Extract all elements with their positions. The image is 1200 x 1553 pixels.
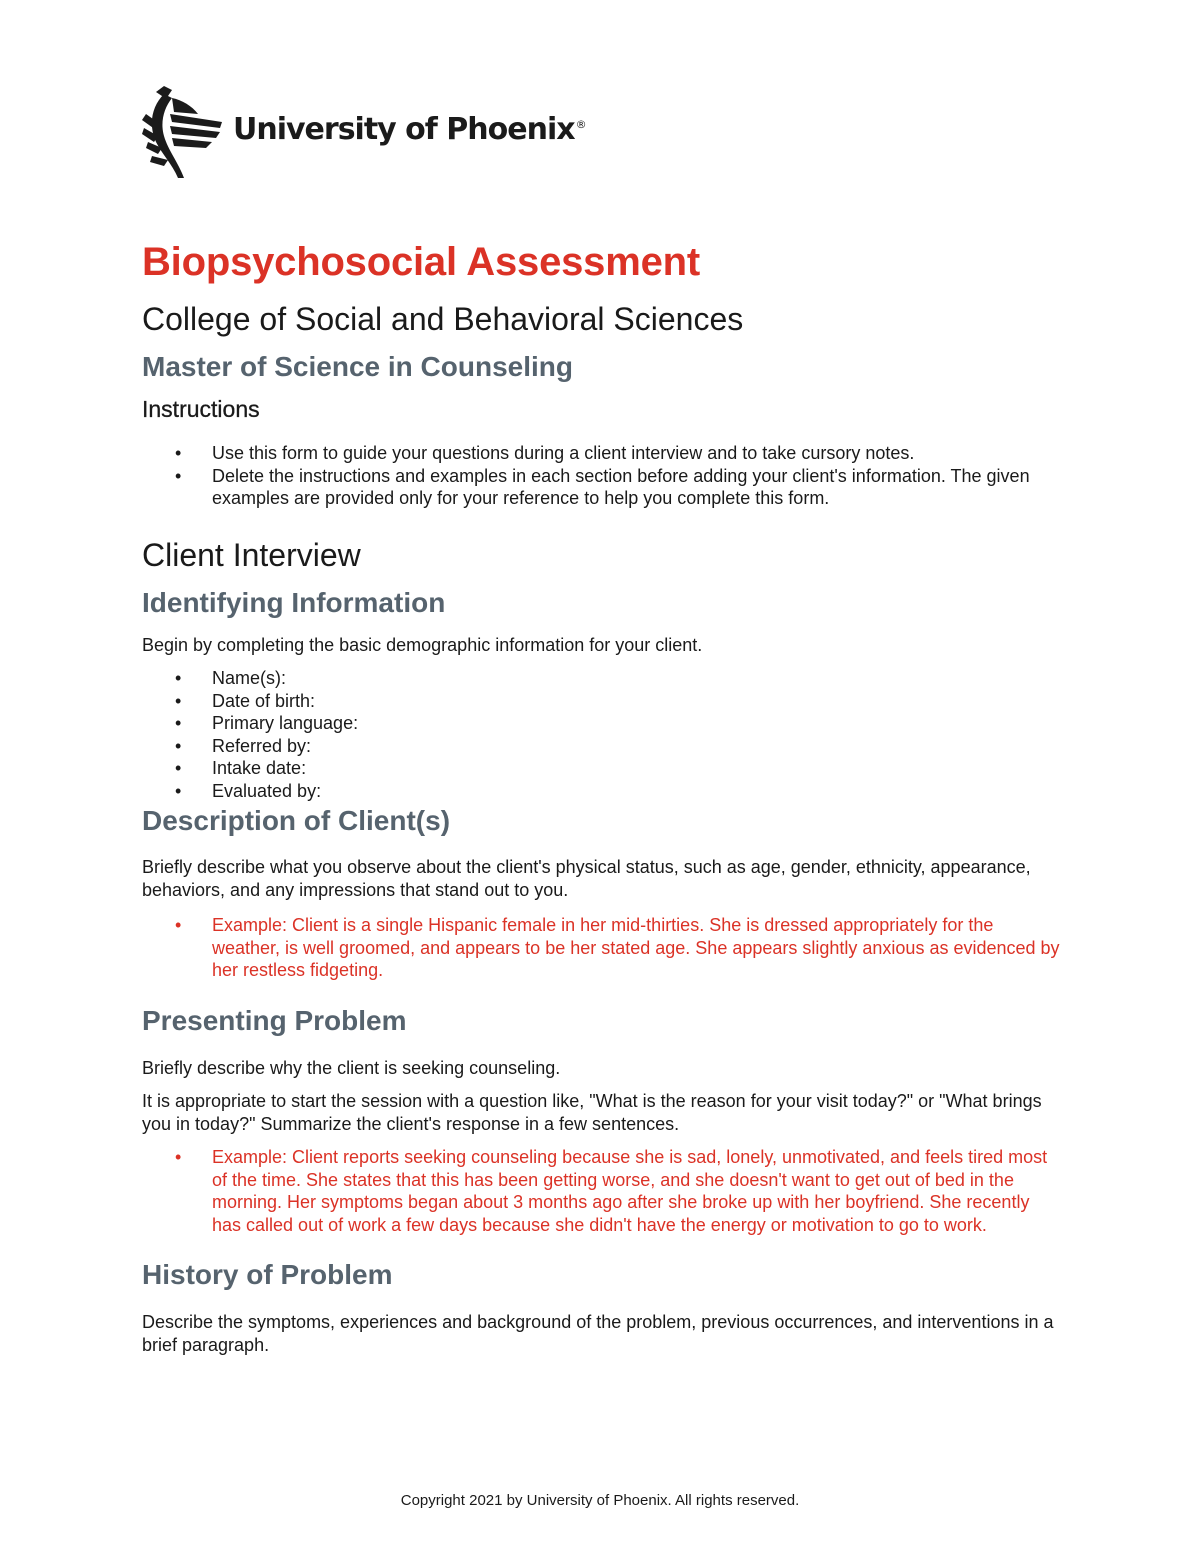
list-item: • Delete the instructions and examples in each section before adding your client's information. The given examples are provided only for your reference to help you complete this form. [142,465,1062,510]
logo-wordmark: University of Phoenix® [233,112,587,147]
identifying-information-heading: Identifying Information [142,586,446,618]
presenting-problem-guidance: It is appropriate to start the session with a question like, "What is the reason for your visit today?" or "What brings you in today?" Summarize the client's response in a few sentences. [142,1091,1042,1134]
field-referred-by: • Referred by: [142,735,1062,758]
field-primary-language: • Primary language: [142,712,1062,735]
field-intake-date: • Intake date: [142,757,1062,780]
client-interview-heading: Client Interview [142,536,361,573]
history-of-problem-heading: History of Problem [142,1259,393,1290]
presenting-problem-intro: Briefly describe why the client is seeking counseling. [142,1057,561,1078]
description-of-clients-intro: Briefly describe what you observe about the client's physical status, such as age, gender, ethnicity, appearance, behaviors, and any impressions that stand out to you. [142,857,1031,900]
identifying-fields-list [142,667,1062,802]
instructions-list [142,442,1062,510]
example-text: • Example: Client is a single Hispanic female in her mid-thirties. She is dressed appropriately for the weather, is well groomed, and appears to be her stated age. She appears slightly anxious as evidenced by her restless fidgeting. [142,914,1062,982]
field-evaluated-by: • Evaluated by: [142,780,1062,803]
identifying-information-intro: Begin by completing the basic demographic information for your client. [142,634,703,655]
history-of-problem-intro: Describe the symptoms, experiences and background of the problem, previous occurrences, and interventions in a brief paragraph. [142,1312,1054,1355]
example-text: • Example: Client reports seeking counseling because she is sad, lonely, unmotivated, and feels tired most of the time. She states that this has been getting worse, and she doesn't want to get out of bed in the morning. Her symptoms began about 3 months ago after she broke up with her boyfriend. She recently has called out of work a few days because she didn't have the energy or motivation to go to work. [142,1146,1062,1236]
presenting-problem-heading: Presenting Problem [142,1004,407,1036]
document-body [142,236,1062,1356]
description-example-list [142,914,1062,982]
list-item: • Use this form to guide your questions during a client interview and to take cursory notes. [142,442,1062,465]
field-date-of-birth: • Date of birth: [142,690,1062,713]
presenting-example-list [142,1146,1062,1236]
instructions-heading: Instructions [142,396,260,422]
document-title: Biopsychosocial Assessment [142,240,700,284]
copyright-footer: Copyright 2021 by University of Phoenix. All rights reserved. [400,1492,800,1509]
program-name: Master of Science in Counseling [142,351,573,382]
phoenix-bird-icon [142,84,226,179]
college-name: College of Social and Behavioral Sciences [142,301,744,337]
description-of-clients-heading: Description of Client(s) [142,805,451,836]
field-name: • Name(s): [142,667,1062,690]
